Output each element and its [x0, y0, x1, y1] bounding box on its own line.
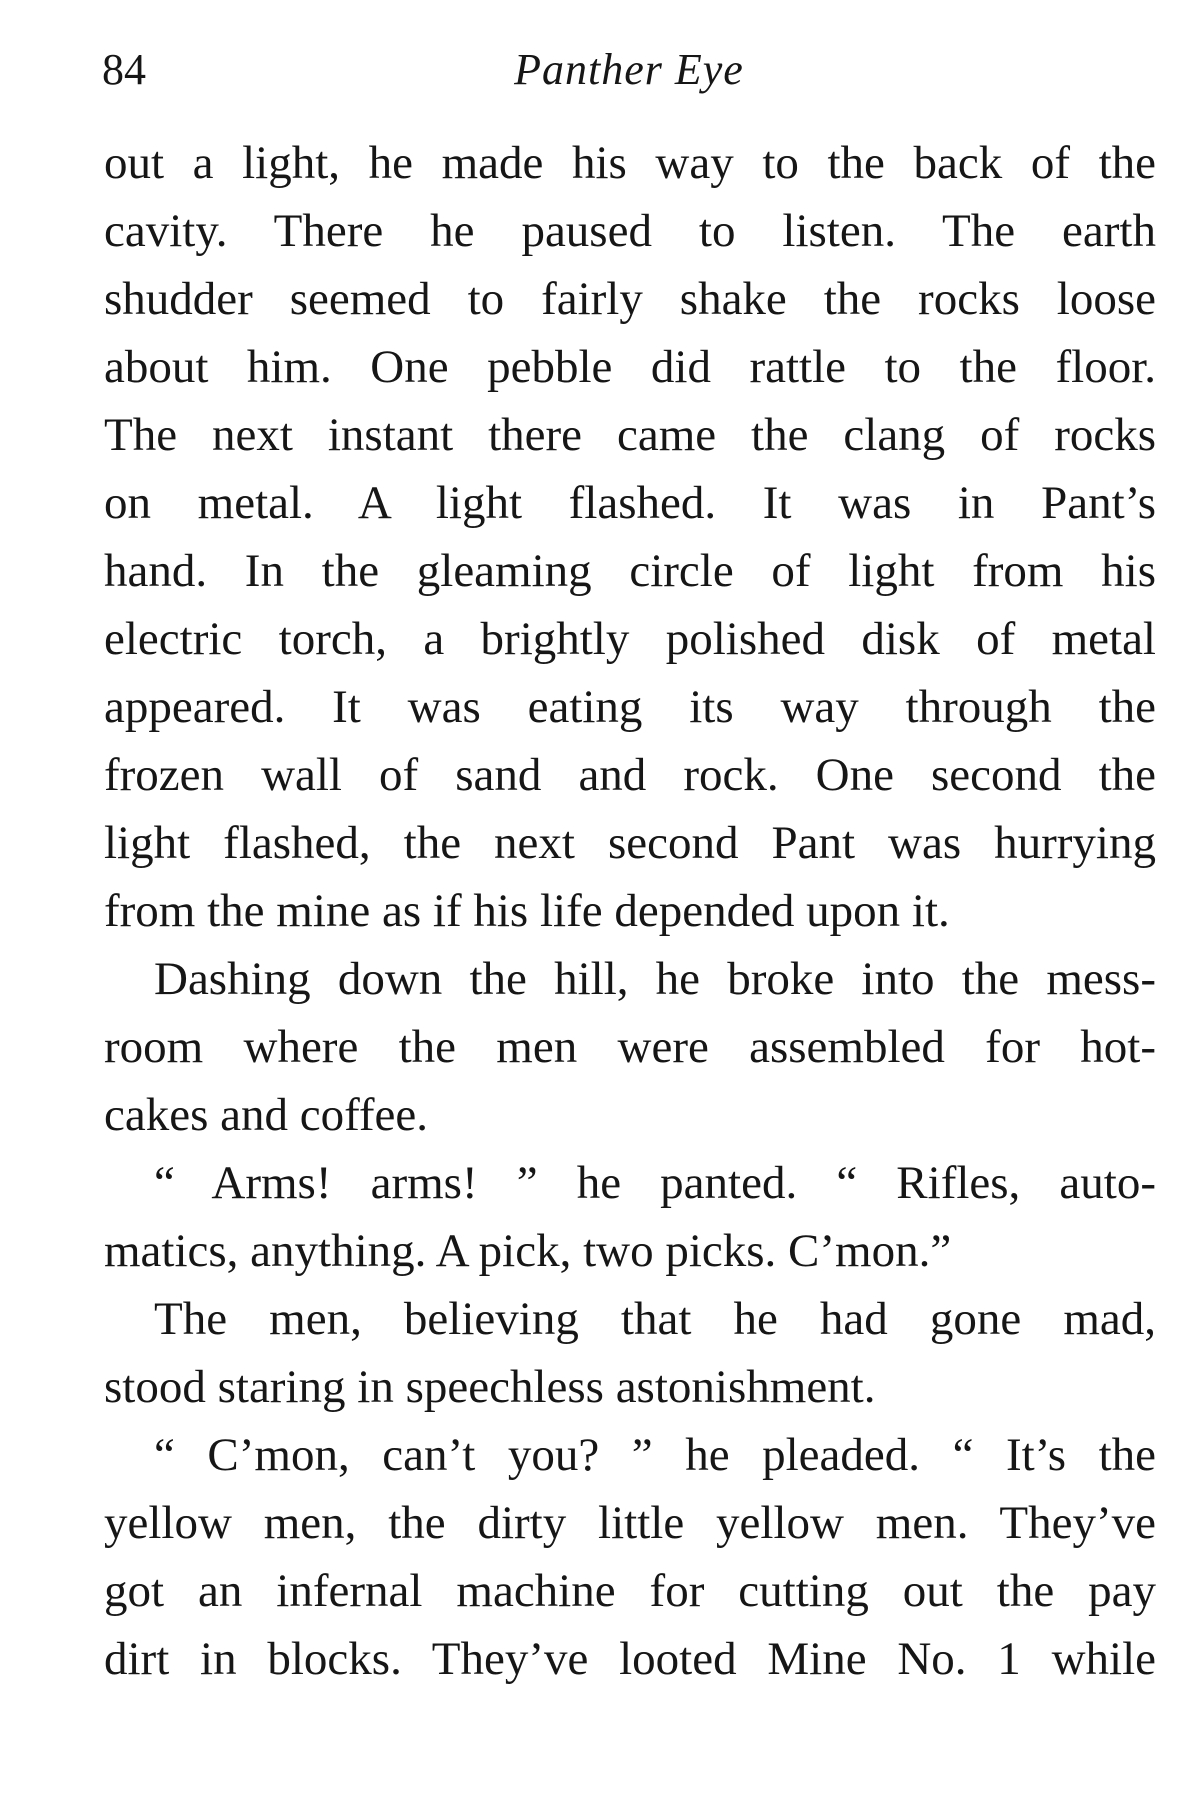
text-line: dirt in blocks. They’ve looted Mine No. 1 while [104, 1633, 1156, 1685]
text-line: shudder seemed to fairly shake the rocks loose [104, 273, 1156, 325]
text-line: room where the men were assembled for hot- [104, 1021, 1156, 1073]
text-line: light flashed, the next second Pant was hurrying [104, 817, 1156, 869]
text-line: “ C’mon, can’t you? ” he pleaded. “ It’s the [154, 1429, 1156, 1481]
text-line: from the mine as if his life depended upon it. [104, 885, 950, 937]
text-line: cavity. There he paused to listen. The earth [104, 205, 1156, 257]
text-line: about him. One pebble did rattle to the floor. [104, 341, 1156, 393]
text-line: The men, believing that he had gone mad, [154, 1293, 1156, 1345]
text-line: out a light, he made his way to the back of the [104, 137, 1156, 189]
text-line: “ Arms! arms! ” he panted. “ Rifles, auto- [154, 1157, 1156, 1209]
text-line: yellow men, the dirty little yellow men. They’ve [104, 1497, 1156, 1549]
text-line: electric torch, a brightly polished disk of metal [104, 613, 1156, 665]
body-text [104, 129, 1156, 1693]
text-line: The next instant there came the clang of rocks [104, 409, 1156, 461]
text-line: cakes and coffee. [104, 1089, 429, 1141]
text-line: appeared. It was eating its way through the [104, 681, 1156, 733]
text-line: got an infernal machine for cutting out the pay [104, 1565, 1156, 1617]
text-line: matics, anything. A pick, two picks. C’mon.” [104, 1225, 952, 1277]
text-line: frozen wall of sand and rock. One second the [104, 749, 1156, 801]
text-line: Dashing down the hill, he broke into the mess- [154, 953, 1156, 1005]
running-head [102, 40, 1156, 100]
page-number: 84 [102, 45, 146, 94]
text-line: hand. In the gleaming circle of light from his [104, 545, 1156, 597]
running-title: Panther Eye [514, 45, 744, 94]
text-line: stood staring in speechless astonishment. [104, 1361, 876, 1413]
text-line: on metal. A light flashed. It was in Pant’s [104, 477, 1156, 529]
